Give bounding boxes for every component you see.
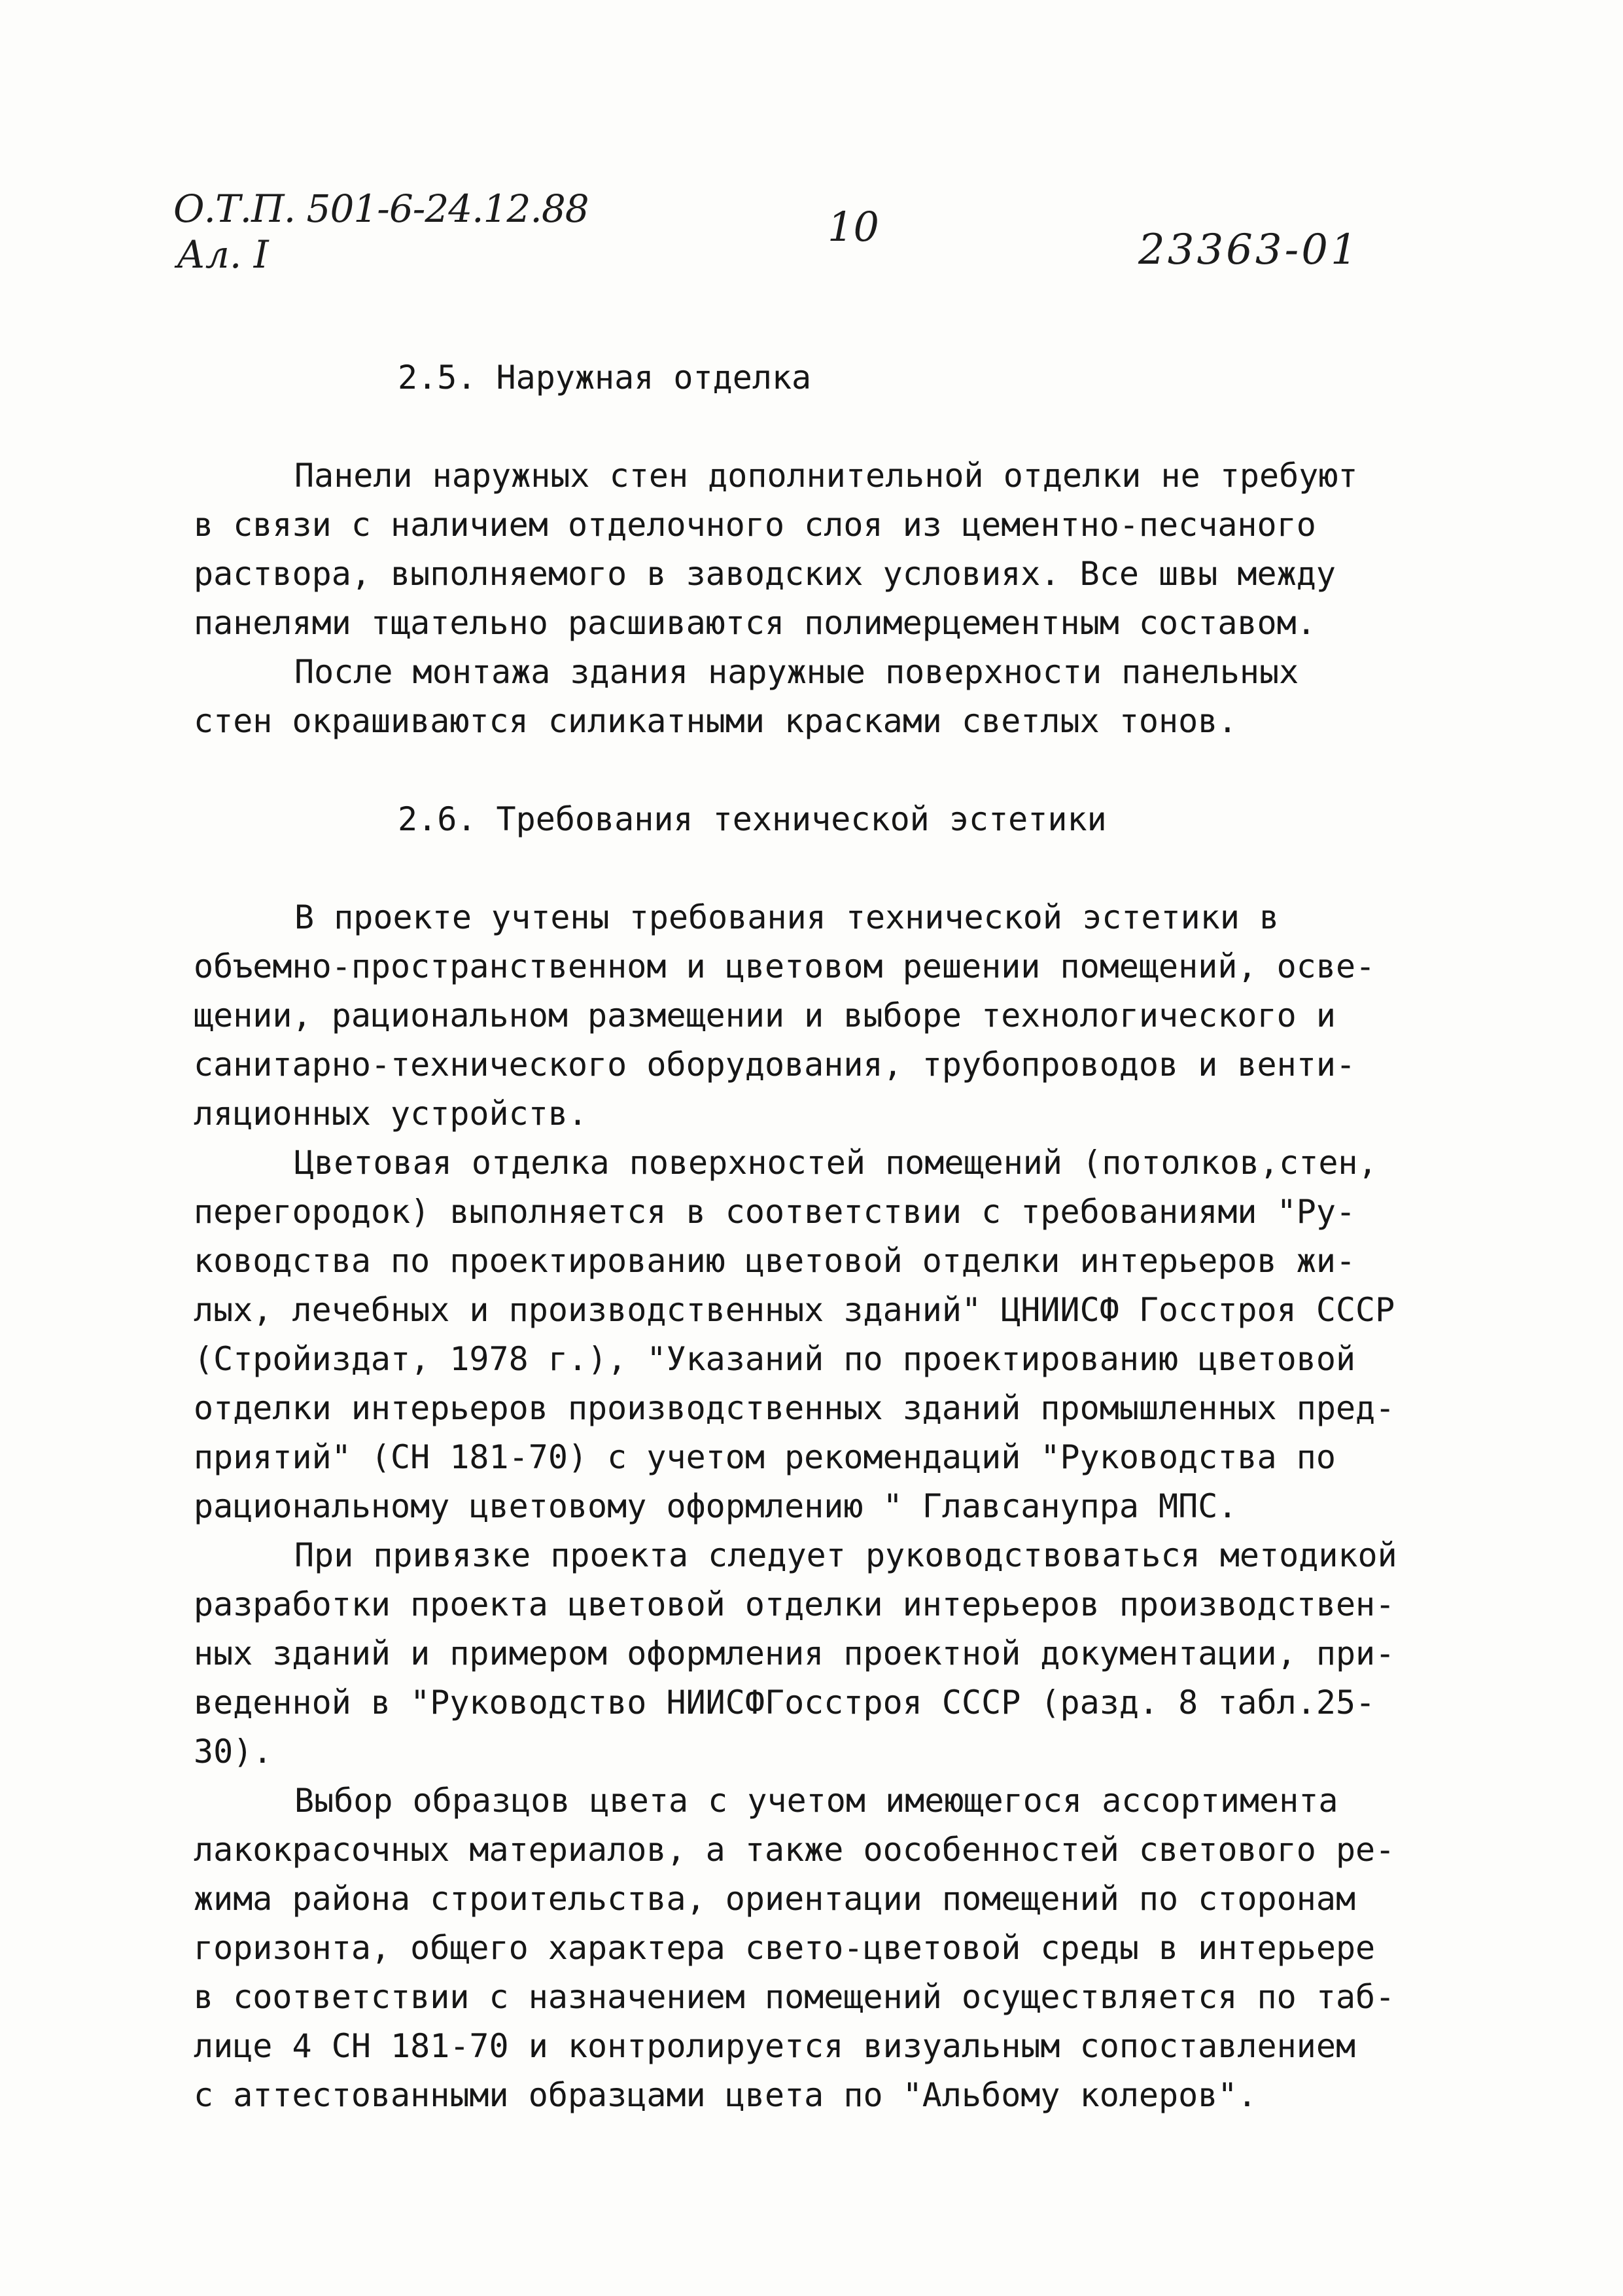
paragraph-line: После монтажа здания наружные поверхности панельных xyxy=(294,653,1299,691)
paragraph-line: лакокрасочных материалов, а также оособенностей светового ре- xyxy=(194,1831,1395,1869)
paragraph-line: ководства по проектированию цветовой отделки интерьеров жи- xyxy=(194,1242,1356,1280)
section-heading-2-6: 2.6. Требования технической эстетики xyxy=(398,800,1107,838)
paragraph-line: санитарно-технического оборудования, трубопроводов и венти- xyxy=(194,1046,1356,1084)
page-number: 10 xyxy=(828,203,879,251)
sheet-label: Ал. I xyxy=(177,232,269,277)
paragraph-line: щении, рациональном размещении и выборе технологического и xyxy=(194,997,1336,1034)
paragraph-line: В проекте учтены требования технической эстетики в xyxy=(294,898,1280,936)
paragraph-line: раствора, выполняемого в заводских условиях. Все швы между xyxy=(194,555,1336,593)
paragraph-line: веденной в "Руководство НИИСФГосстроя СССР (разд. 8 табл.25- xyxy=(194,1684,1376,1722)
paragraph-line: стен окрашиваются силикатными красками светлых тонов. xyxy=(194,702,1238,740)
paragraph-line: в соответствии с назначением помещений осуществляется по таб- xyxy=(194,1978,1395,2016)
paragraph-line: ляционных устройств. xyxy=(194,1095,588,1133)
paragraph-line: перегородок) выполняется в соответствии с требованиями "Ру- xyxy=(194,1193,1356,1231)
paragraph-line: (Стройиздат, 1978 г.), "Указаний по проектированию цветовой xyxy=(194,1340,1356,1378)
paragraph-line: разработки проекта цветовой отделки интерьеров производствен- xyxy=(194,1585,1395,1623)
paragraph-line: Панели наружных стен дополнительной отделки не требуют xyxy=(294,457,1358,495)
paragraph-line: приятий" (СН 181-70) с учетом рекомендаций "Руководства по xyxy=(194,1438,1336,1476)
section-heading-2-5: 2.5. Наружная отделка xyxy=(398,359,812,397)
paragraph-line: объемно-пространственном и цветовом решении помещений, осве- xyxy=(194,947,1376,985)
paragraph-line: ных зданий и примером оформления проектной документации, при- xyxy=(194,1634,1395,1672)
paragraph-line: Цветовая отделка поверхностей помещений (потолков,стен, xyxy=(294,1144,1378,1182)
paragraph-line: жима района строительства, ориентации помещений по сторонам xyxy=(194,1880,1356,1918)
document-code: О.Т.П. 501-6-24.12.88 xyxy=(173,186,589,231)
paragraph-line: рациональному цветовому оформлению " Главсанупра МПС. xyxy=(194,1487,1238,1525)
paragraph-line: 30). xyxy=(194,1733,273,1771)
paragraph-line: панелями тщательно расшиваются полимерцементным составом. xyxy=(194,604,1316,642)
document-number: 23363-01 xyxy=(1138,226,1360,274)
paragraph-line: При привязке проекта следует руководствоваться методикой xyxy=(294,1536,1397,1574)
paragraph-line: лых, лечебных и производственных зданий" ЦНИИСФ Госстроя СССР xyxy=(194,1291,1395,1329)
paragraph-line: в связи с наличием отделочного слоя из цементно-песчаного xyxy=(194,506,1316,544)
paragraph-line: горизонта, общего характера свето-цветовой среды в интерьере xyxy=(194,1929,1376,1967)
paragraph-line: отделки интерьеров производственных зданий промышленных пред- xyxy=(194,1389,1395,1427)
paragraph-line: с аттестованными образцами цвета по "Альбому колеров". xyxy=(194,2076,1257,2114)
paragraph-line: Выбор образцов цвета с учетом имеющегося ассортимента xyxy=(294,1782,1338,1820)
paragraph-line: лице 4 СН 181-70 и контролируется визуальным сопоставлением xyxy=(194,2027,1356,2065)
